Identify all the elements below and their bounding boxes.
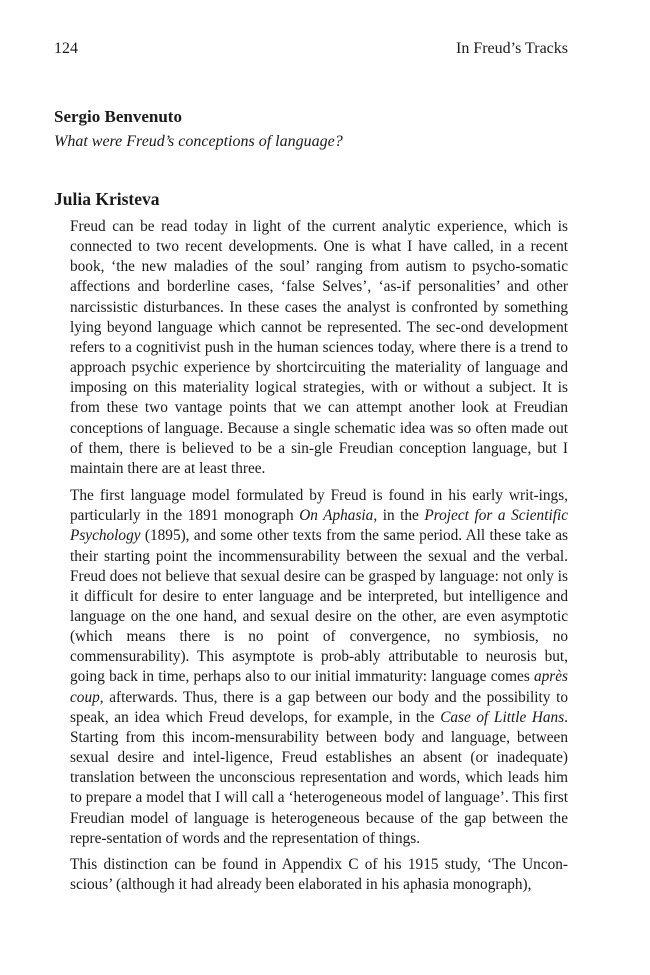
speaker-heading-benvenuto: Sergio Benvenuto — [54, 107, 182, 126]
paragraph-1: Freud can be read today in light of the current analytic experience, which is connected to two recent developments. One is what I have called, in a recent book, ‘the new maladies of the soul’ ranging from autism to psycho-somatic affections and borderline cases, ‘false Selves’, ‘as-if personalities’ and other narcissistic disturbances. In these cases the analyst is confronted by something lying beyond language which cannot be represented. The sec-ond development refers to a cognitivist push in the human sciences today, where there is a trend to approach psychic experience by shortcircuiting the materiality of language and imposing on this materiality logical strategies, with or without a subject. It is from these two vantage points that we can attempt another look at Freudian conceptions of language. Because a single schematic idea was so often made out of them, there is believed to be a sin-gle Freudian conception language, but I maintain there are at least three. — [70, 218, 568, 477]
p2-term-apres-coup: après coup — [70, 668, 568, 706]
p2-title-project: Project for a Scientific Psychology — [70, 507, 568, 545]
speaker-heading-kristeva: Julia Kristeva — [54, 189, 160, 209]
paragraph-3: This distinction can be found in Appendix C of his 1915 study, ‘The Uncon-scious’ (although it had already been elaborated in his aphasia monograph), — [70, 855, 568, 893]
p2-text-c: , in the — [373, 507, 425, 525]
paragraph-2 — [70, 486, 568, 849]
p2-title-little-hans: Case of Little Hans — [440, 708, 565, 726]
p2-text-e: (1895), and some other texts from the same period. All these take as their starting point the incommensurability between the sexual and the verbal. Freud does not believe that sexual desire can be grasped by language: not only is it difficult for desire to enter language and be interpreted, but intelligence and language on the one hand, and sexual desire on the other, are even asymptotic (which means there is no point of convergence, no symbiosis, no commensurability). This asymptote is prob-ably attributable to neurosis but, going back in time, perhaps also to our initial immaturity: language comes — [70, 527, 568, 686]
p2-text-a: The first language model formulated by Freud is found in his early writ-ings, particularly in the 1891 monograph — [70, 487, 568, 525]
p2-text-i: . Starting from this incom-mensurability between body and language, between sexual desire and intel-ligence, Freud establishes an absent (or inadequate) translation between the unconscious representation and words, which leads him to prepare a model that I will call a ‘heterogeneous model of language’. This first Freudian model of language is heterogeneous because of the gap between the repre-sentation of words and the representation of things. — [70, 708, 568, 847]
p2-title-on-aphasia: On Aphasia — [299, 507, 374, 525]
book-title: In Freud’s Tracks — [455, 40, 568, 57]
page-number: 124 — [54, 40, 78, 57]
p2-text-g: , afterwards. Thus, there is a gap between our body and the possibility to speak, an idea which Freud develops, for example, in the — [70, 688, 568, 726]
answer-body — [70, 217, 568, 901]
running-head — [54, 40, 568, 62]
interview-question: What were Freud’s conceptions of language? — [54, 133, 343, 150]
